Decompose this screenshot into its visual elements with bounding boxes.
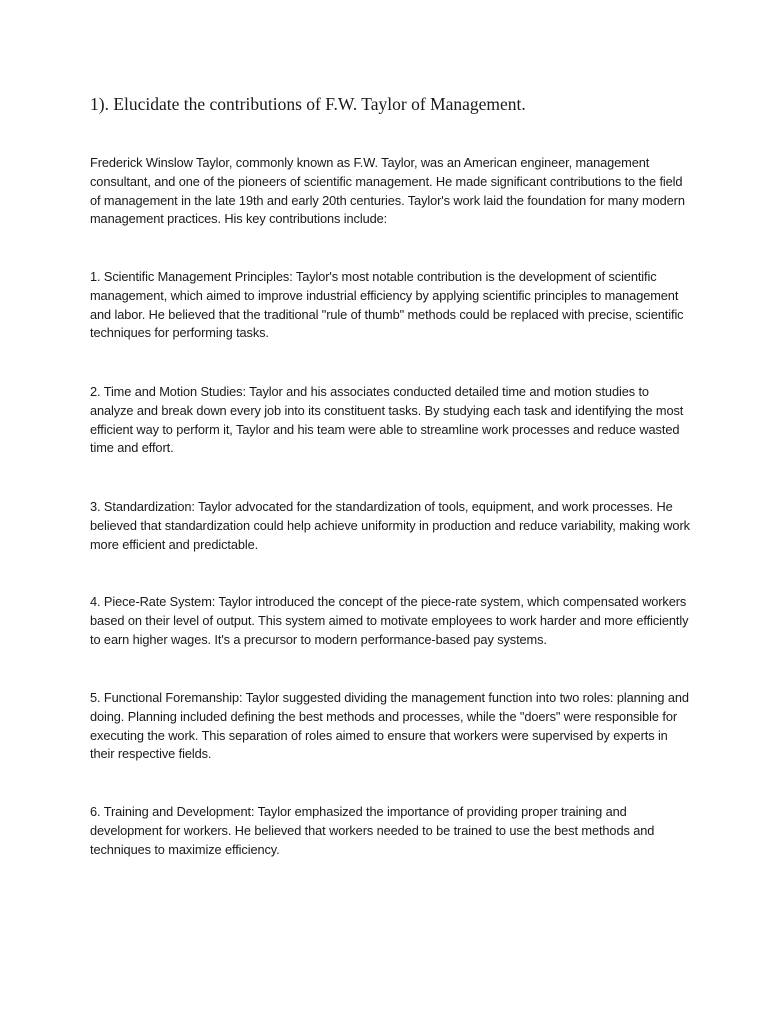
document-heading: 1). Elucidate the contributions of F.W. Taylor of Management.: [90, 94, 526, 114]
intro-paragraph: Frederick Winslow Taylor, commonly known as F.W. Taylor, was an American engineer, management consultant, and one of the pioneers of scientific management. He made significant contributions to the field of management in the late 19th and early 20th centuries. Taylor's work laid the foundation for many modern management practices. His key contributions include:: [90, 155, 685, 227]
contribution-paragraph-functional-foremanship: 5. Functional Foremanship: Taylor suggested dividing the management function into two roles: planning and doing. Planning included defining the best methods and processes, while the "doers" were responsible for executing the work. This separation of roles aimed to ensure that workers were supervised by experts in their respective fields.: [90, 690, 689, 762]
contribution-paragraph-training-development: 6. Training and Development: Taylor emphasized the importance of providing proper training and development for workers. He believed that workers needed to be trained to use the best methods and techniques to maximize efficiency.: [90, 804, 655, 857]
contribution-paragraph-time-motion-studies: 2. Time and Motion Studies: Taylor and his associates conducted detailed time and motion studies to analyze and break down every job into its constituent tasks. By studying each task and identifying the most efficient way to perform it, Taylor and his team were able to streamline work processes and reduce wasted time and effort.: [90, 384, 684, 456]
contribution-paragraph-piece-rate-system: 4. Piece-Rate System: Taylor introduced the concept of the piece-rate system, which compensated workers based on their level of output. This system aimed to motivate employees to work harder and more efficiently to earn higher wages. It's a precursor to modern performance-based pay systems.: [90, 594, 689, 647]
contribution-paragraph-scientific-management: 1. Scientific Management Principles: Taylor's most notable contribution is the development of scientific management, which aimed to improve industrial efficiency by applying scientific principles to management and labor. He believed that the traditional "rule of thumb" methods could be replaced with precise, scientific techniques for performing tasks.: [90, 269, 684, 341]
contribution-paragraph-standardization: 3. Standardization: Taylor advocated for the standardization of tools, equipment, and work processes. He believed that standardization could help achieve uniformity in production and reduce variability, making work more efficient and predictable.: [90, 499, 690, 552]
